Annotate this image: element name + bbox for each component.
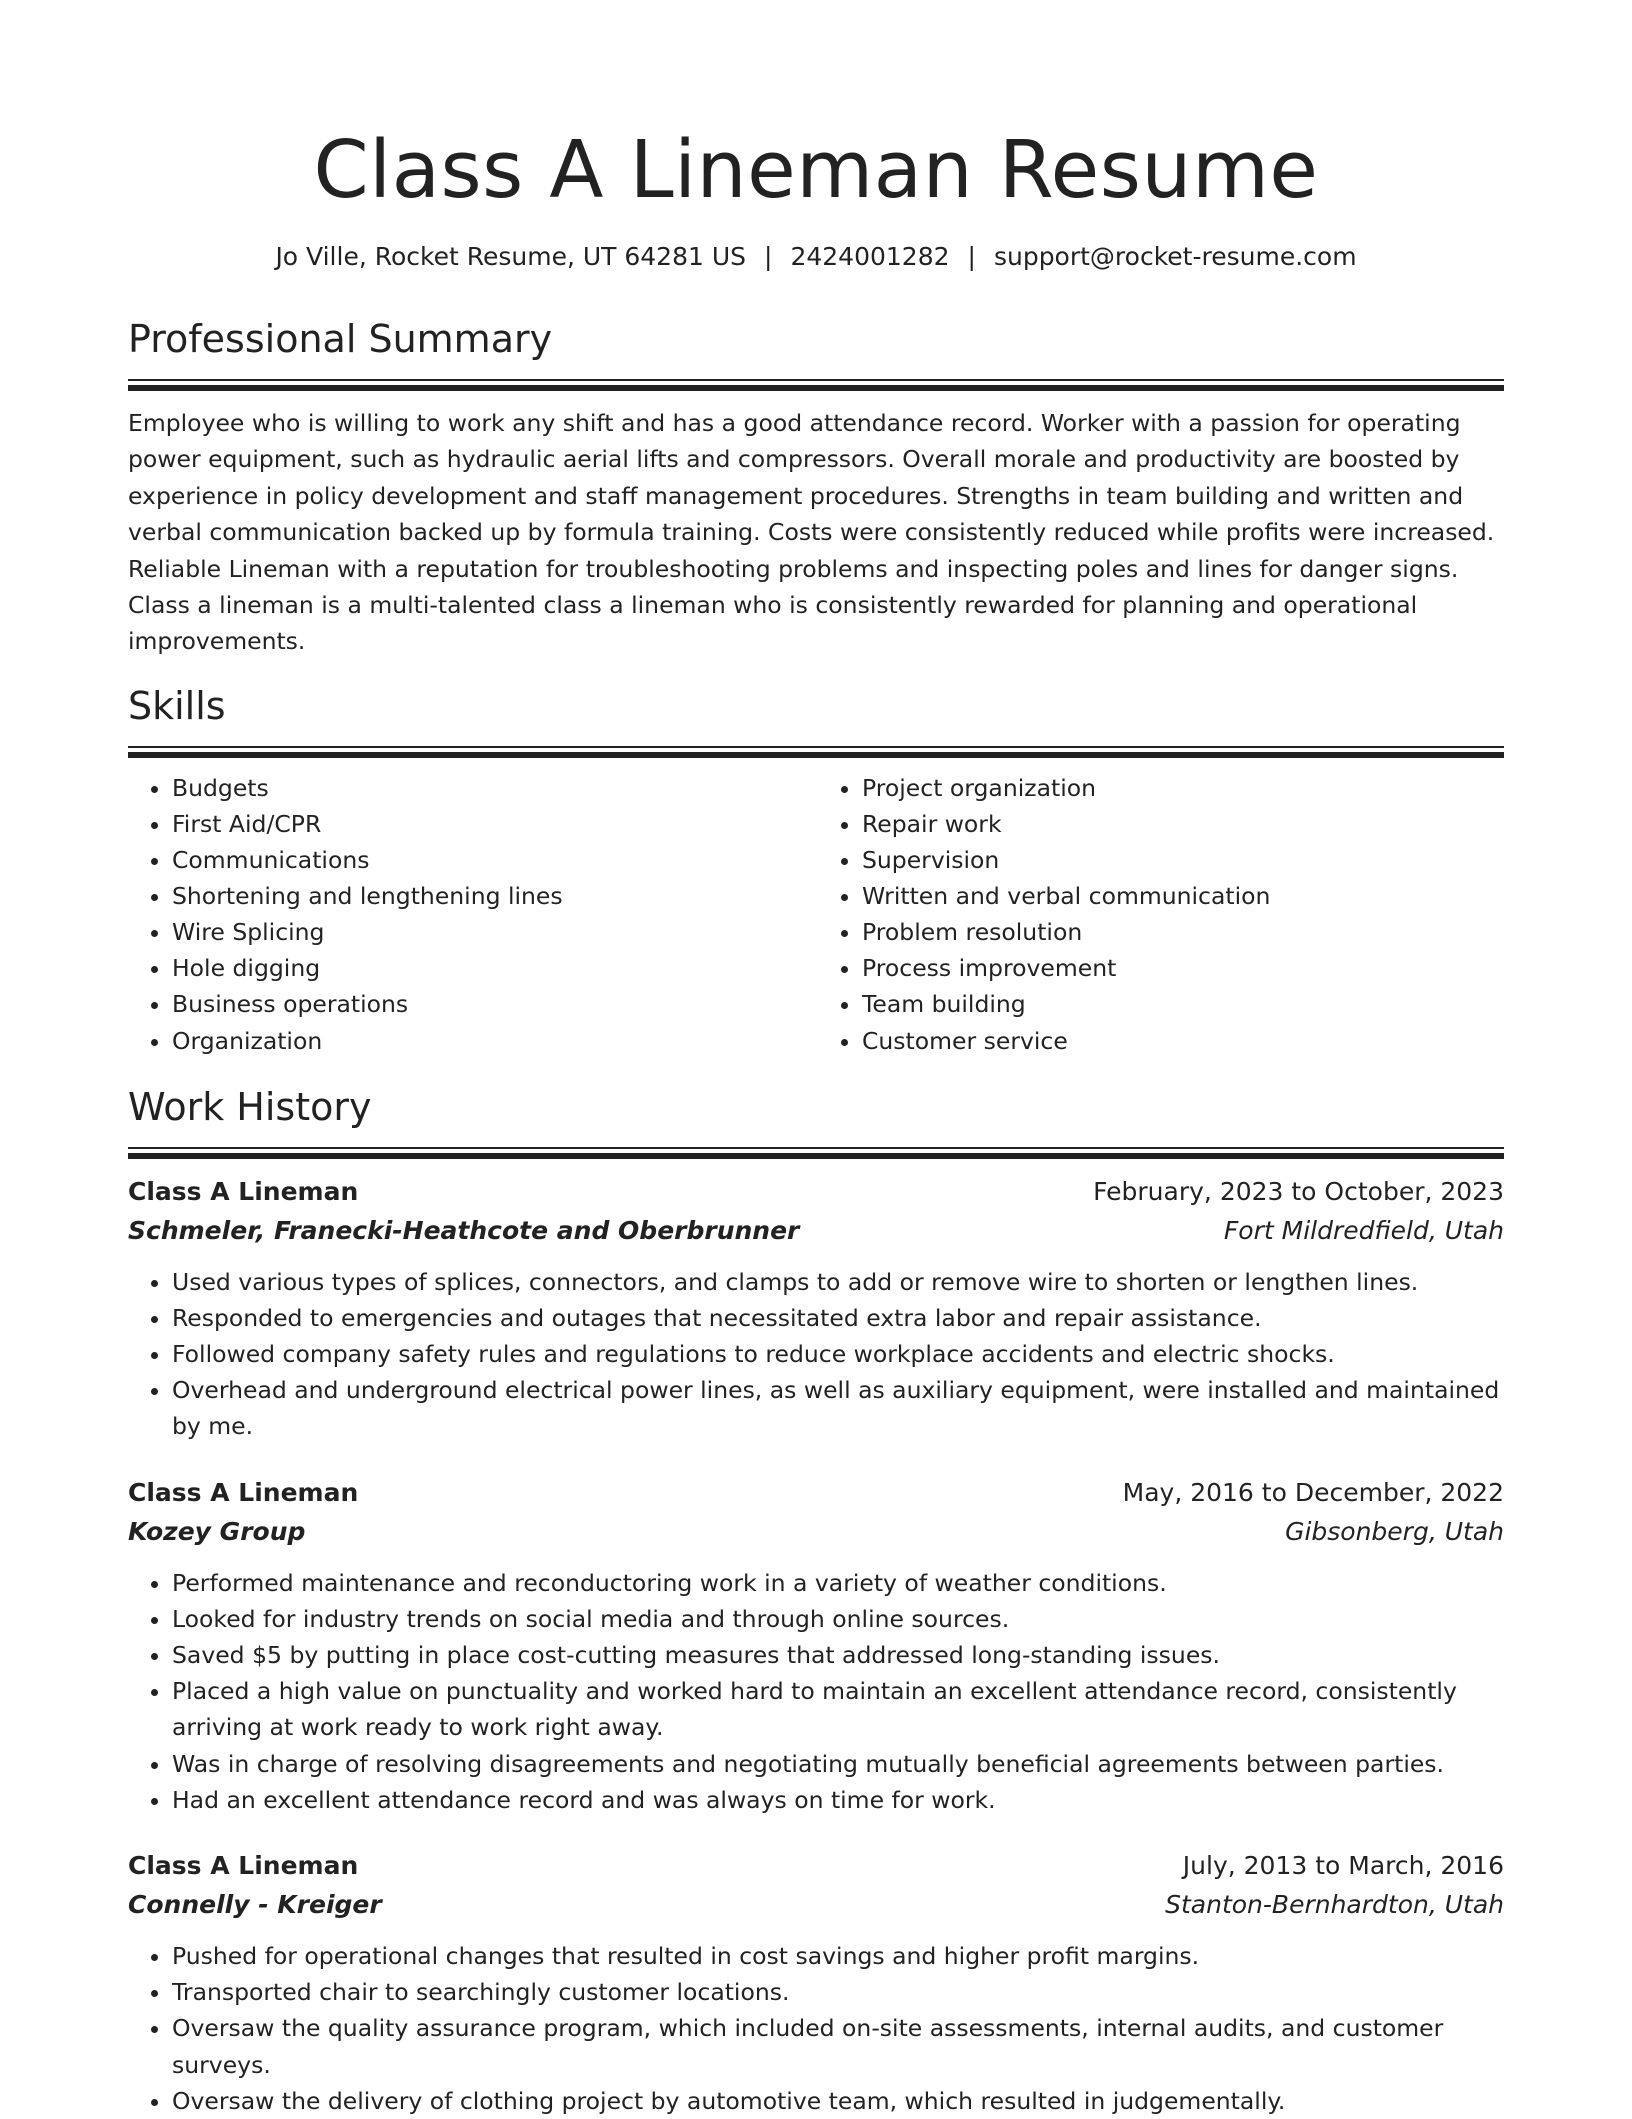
skill-item: • Written and verbal communication: [862, 878, 1504, 914]
job-subheader: [128, 1212, 1504, 1250]
job-bullet: • Looked for industry trends on social media and through online sources.: [172, 1601, 1504, 1637]
job-bullet: • Was in charge of resolving disagreements and negotiating mutually beneficial agreements between parties.: [172, 1746, 1504, 1782]
job-bullet: • Performed maintenance and reconductoring work in a variety of weather conditions.: [172, 1565, 1504, 1601]
job-location: Gibsonberg, Utah: [1285, 1516, 1504, 1546]
section-heading-skills: Skills: [128, 683, 226, 728]
job-bullet: • Placed a high value on punctuality and worked hard to maintain an excellent attendance record, consistently arriving at work ready to work right away.: [172, 1673, 1504, 1745]
contact-address: Jo Ville, Rocket Resume, UT 64281 US: [275, 242, 747, 271]
work-history-section: [128, 1083, 1504, 2119]
job-bullet: • Pushed for operational changes that resulted in cost savings and higher profit margins.: [172, 1938, 1504, 1974]
skill-item: • Communications: [172, 842, 816, 878]
skill-item: • Process improvement: [862, 950, 1504, 986]
job-dates: May, 2016 to December, 2022: [1122, 1477, 1504, 1507]
job-bullet: • Transported chair to searchingly customer locations.: [172, 1974, 1504, 2010]
section-divider: [128, 746, 1504, 758]
section-heading-summary: Professional Summary: [128, 317, 553, 361]
section-divider: [128, 1147, 1504, 1159]
skills-column-left: [128, 770, 816, 1059]
job-bullet: • Responded to emergencies and outages that necessitated extra labor and repair assistance.: [172, 1300, 1504, 1336]
job-location: Stanton-Bernhardton, Utah: [1165, 1890, 1504, 1920]
job-bullet: • Oversaw the quality assurance program, which included on-site assessments, internal audits, and customer surveys.: [172, 2010, 1504, 2082]
job-entry: [128, 1846, 1504, 2119]
contact-separator: |: [764, 242, 773, 271]
job-dates: July, 2013 to March, 2016: [1182, 1851, 1504, 1881]
job-title: Class A Lineman: [128, 1176, 359, 1206]
skill-item: • Repair work: [862, 806, 1504, 842]
job-company: Connelly - Kreiger: [128, 1890, 382, 1920]
skills-column-right: [816, 770, 1504, 1059]
job-title: Class A Lineman: [128, 1477, 359, 1507]
job-header: [128, 1846, 1504, 1886]
summary-section: [128, 315, 1504, 660]
section-heading-work-history: Work History: [128, 1084, 372, 1129]
skill-item: • Problem resolution: [862, 914, 1504, 950]
job-bullets: [128, 1938, 1504, 2119]
contact-email: support@rocket-resume.com: [993, 242, 1357, 271]
skill-item: • Hole digging: [172, 950, 816, 986]
skill-item: • Business operations: [172, 986, 816, 1022]
job-entry: [128, 1172, 1504, 1445]
job-company: Kozey Group: [128, 1516, 306, 1546]
skill-item: • Shortening and lengthening lines: [172, 878, 816, 914]
job-subheader: [128, 1513, 1504, 1551]
job-bullet: • Overhead and underground electrical power lines, as well as auxiliary equipment, were installed and maintained by me.: [172, 1372, 1504, 1444]
job-bullets: [128, 1264, 1504, 1445]
job-company: Schmeler, Franecki-Heathcote and Oberbrunner: [128, 1215, 800, 1245]
job-bullet: • Used various types of splices, connectors, and clamps to add or remove wire to shorten or lengthen lines.: [172, 1264, 1504, 1300]
job-bullet: • Followed company safety rules and regulations to reduce workplace accidents and electric shocks.: [172, 1336, 1504, 1372]
contact-phone: 2424001282: [790, 242, 950, 271]
summary-text: Employee who is willing to work any shift and has a good attendance record. Worker with a passion for operating power equipment, such as hydraulic aerial lifts and compressors. Overall morale and productivity are boosted by experience in policy development and staff management procedures. Strengths in team building and written and verbal communication backed up by formula training. Costs were consistently reduced while profits were increased. Reliable Lineman with a reputation for troubleshooting problems and inspecting poles and lines for danger signs. Class a lineman is a multi-talented class a lineman who is consistently rewarded for planning and operational improvements.: [128, 409, 1495, 656]
job-header: [128, 1172, 1504, 1212]
skill-item: • Team building: [862, 986, 1504, 1022]
skill-item: • Budgets: [172, 770, 816, 806]
job-bullet: • Had an excellent attendance record and was always on time for work.: [172, 1782, 1504, 1818]
skills-grid: [128, 770, 1504, 1059]
skill-item: • Wire Splicing: [172, 914, 816, 950]
skill-item: • First Aid/CPR: [172, 806, 816, 842]
job-subheader: [128, 1886, 1504, 1924]
job-entry: [128, 1473, 1504, 1818]
job-bullet: • Saved $5 by putting in place cost-cutting measures that addressed long-standing issues.: [172, 1637, 1504, 1673]
job-location: Fort Mildredfield, Utah: [1223, 1215, 1504, 1245]
job-bullets: [128, 1565, 1504, 1818]
job-bullet: • Oversaw the delivery of clothing project by automotive team, which resulted in judgementally.: [172, 2083, 1504, 2119]
job-title: Class A Lineman: [128, 1851, 359, 1881]
page-title: Class A Lineman Resume: [313, 124, 1319, 216]
contact-separator: |: [967, 242, 976, 271]
contact-line: [128, 240, 1504, 274]
job-header: [128, 1473, 1504, 1513]
skills-section: [128, 682, 1504, 1059]
skill-item: • Supervision: [862, 842, 1504, 878]
skill-item: • Project organization: [862, 770, 1504, 806]
skill-item: • Organization: [172, 1023, 816, 1059]
skill-item: • Customer service: [862, 1023, 1504, 1059]
job-dates: February, 2023 to October, 2023: [1093, 1176, 1504, 1206]
section-divider: [128, 379, 1504, 391]
